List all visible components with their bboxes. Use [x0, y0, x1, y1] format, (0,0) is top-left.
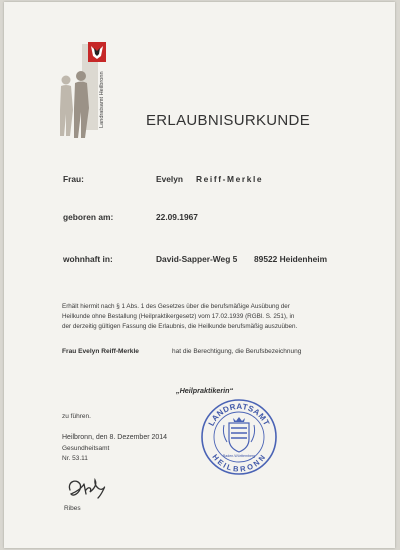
address-city: 89522 Heidenheim [254, 254, 328, 264]
certificate-page [4, 2, 395, 548]
last-name: Reiff-Merkle [196, 174, 264, 184]
paragraph-line: Heilkunde ohne Bestallung (Heilpraktikergesetz) vom 17.02.1939 (RGBl. S. 251), in [62, 313, 295, 320]
seal-bottom-text: HEILBRONN [210, 452, 268, 474]
birth-label: geboren am: [63, 212, 114, 222]
name-label: Frau: [63, 174, 84, 184]
address-label: wohnhaft in: [63, 254, 113, 264]
entitlement-text: hat die Berechtigung, die Berufsbezeichnung [172, 348, 302, 355]
birth-date: 22.09.1967 [156, 212, 198, 222]
paragraph-line: der derzeitig gültigen Fassung die Erlaubnis, die Heilkunde berufsmäßig auszuüben. [62, 323, 298, 330]
official-seal [200, 398, 278, 476]
place-date: Heilbronn, den 8. Dezember 2014 [62, 434, 168, 441]
document-title: ERLAUBNISURKUNDE [146, 112, 310, 129]
logo-vertical-text: Landratsamt Heilbronn [99, 71, 105, 128]
entitlement-name: Frau Evelyn Reiff-Merkle [62, 348, 139, 355]
issuing-office: Gesundheitsamt [62, 445, 110, 452]
signature-scribble [64, 472, 112, 506]
first-name: Evelyn [156, 174, 184, 184]
seal-top-text: LANDRATSAMT [206, 401, 272, 428]
paragraph-line: Erhält hiermit nach § 1 Abs. 1 des Gesetzes über die berufsmäßige Ausübung der [62, 303, 290, 310]
reference-number: Nr. 53.11 [62, 455, 88, 462]
permission-paragraph [62, 302, 362, 332]
landratsamt-logo [48, 40, 110, 140]
professional-title: „Heilpraktikerin“ [176, 386, 234, 395]
signer-name: Ribes [64, 505, 81, 512]
seal-inner-text: Baden-Württemberg [222, 454, 256, 458]
address-street: David-Sapper-Weg 5 [156, 254, 238, 264]
zu-fuehren-text: zu führen. [62, 413, 91, 420]
